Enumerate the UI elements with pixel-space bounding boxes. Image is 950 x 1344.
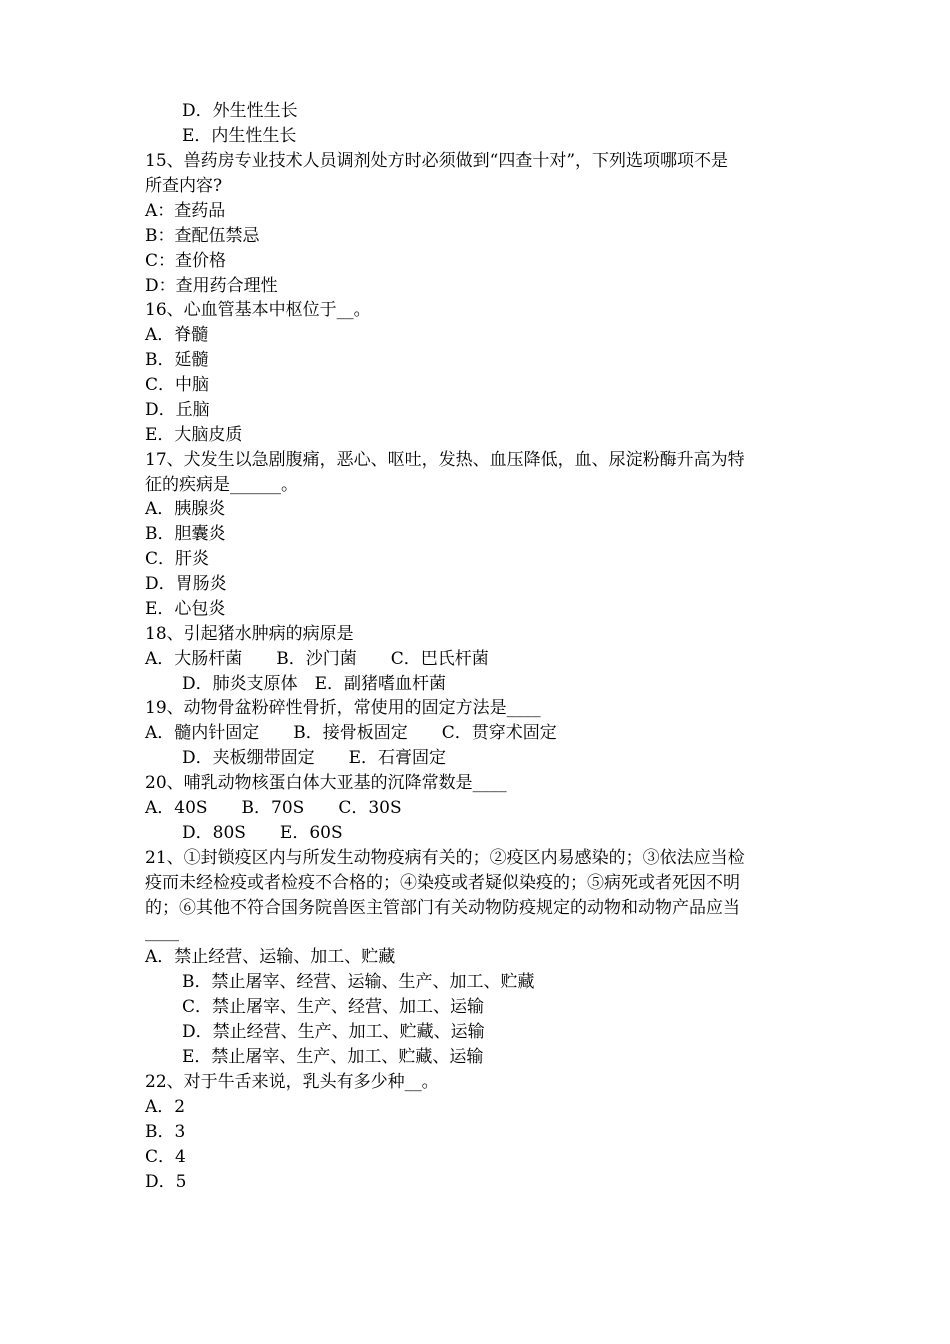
option-a: A：查药品: [145, 201, 226, 221]
question-21-text-cont: 疫而未经检疫或者检疫不合格的；④染疫或者疑似染疫的；⑤病死或者死因不明: [145, 873, 740, 893]
option-e: E．大脑皮质: [145, 425, 243, 445]
option-e: E．禁止屠宰、生产、加工、贮藏、运输: [182, 1047, 484, 1067]
option-c: C：查价格: [145, 251, 227, 271]
answer-blank: ____: [145, 922, 179, 942]
options-row: D．夹板绷带固定 E．石膏固定: [182, 748, 447, 768]
question-15-text-cont: 所查内容?: [145, 176, 223, 196]
question-17-text: 17、犬发生以急剧腹痛，恶心、呕吐，发热、血压降低，血、尿淀粉酶升高为特: [145, 450, 745, 470]
question-21-text: 21、①封锁疫区内与所发生动物疫病有关的；②疫区内易感染的；③依法应当检: [145, 848, 745, 868]
question-17-text-cont: 征的疾病是______。: [145, 475, 298, 495]
option-c: C．4: [145, 1147, 186, 1167]
question-15-text: 15、兽药房专业技术人员调剂处方时必须做到“四查十对”，下列选项哪项不是: [145, 151, 729, 171]
option-d: D．胃肠炎: [145, 574, 227, 594]
options-row: A．大肠杆菌 B．沙门菌 C．巴氏杆菌: [145, 649, 489, 669]
options-row: D．肺炎支原体 E．副猪嗜血杆菌: [182, 674, 447, 694]
options-row: A．髓内针固定 B．接骨板固定 C．贯穿术固定: [145, 723, 557, 743]
question-22-text: 22、对于牛舌来说，乳头有多少种__。: [145, 1072, 439, 1092]
option-b: B：查配伍禁忌: [145, 226, 260, 246]
option-d: D．5: [145, 1172, 187, 1192]
option-b: B．禁止屠宰、经营、运输、生产、加工、贮藏: [182, 972, 535, 992]
options-row: D．80S E．60S: [182, 823, 343, 843]
option-b: B．延髓: [145, 350, 209, 370]
option-e: E．心包炎: [145, 599, 226, 619]
option-e: E．内生性生长: [182, 126, 297, 146]
question-20-text: 20、哺乳动物核蛋白体大亚基的沉降常数是____: [145, 773, 507, 793]
option-a: A．禁止经营、运输、加工、贮藏: [145, 947, 396, 967]
option-d: D．丘脑: [145, 400, 210, 420]
option-a: A．胰腺炎: [145, 499, 226, 519]
option-d: D．禁止经营、生产、加工、贮藏、运输: [182, 1022, 485, 1042]
option-c: C．禁止屠宰、生产、经营、加工、运输: [182, 997, 485, 1017]
option-c: C．肝炎: [145, 549, 210, 569]
option-a: A．脊髓: [145, 325, 209, 345]
option-b: B．3: [145, 1122, 186, 1142]
question-18-text: 18、引起猪水肿病的病原是: [145, 624, 354, 644]
option-a: A．2: [145, 1097, 186, 1117]
options-row: A．40S B．70S C．30S: [145, 798, 402, 818]
question-21-text-cont: 的；⑥其他不符合国务院兽医主管部门有关动物防疫规定的动物和动物产品应当: [145, 898, 740, 918]
question-19-text: 19、动物骨盆粉碎性骨折，常使用的固定方法是____: [145, 698, 541, 718]
option-d: D：查用药合理性: [145, 276, 278, 296]
option-d: D．外生性生长: [182, 101, 298, 121]
option-b: B．胆囊炎: [145, 524, 226, 544]
option-c: C．中脑: [145, 375, 210, 395]
question-16-text: 16、心血管基本中枢位于__。: [145, 300, 371, 320]
